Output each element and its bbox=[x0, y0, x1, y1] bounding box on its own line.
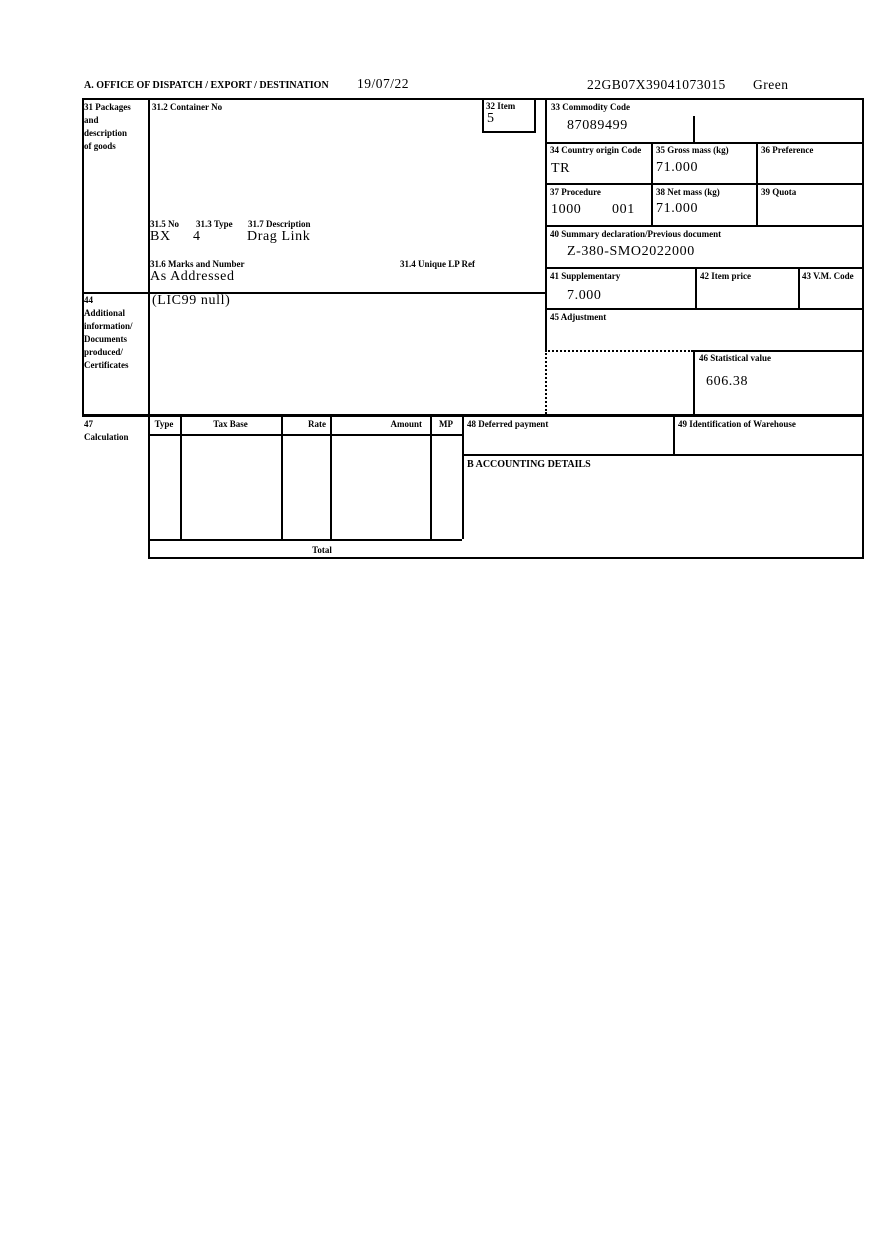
line-box32-bottom bbox=[482, 131, 536, 133]
line-form-right bbox=[862, 98, 864, 559]
procedure-label: 37 Procedure bbox=[550, 187, 601, 197]
country-origin-value: TR bbox=[551, 161, 571, 176]
goods-description-value: Drag Link bbox=[247, 229, 311, 244]
box31-label-line: 31 Packages bbox=[84, 102, 131, 112]
line-box47-top bbox=[82, 414, 862, 417]
container-no-label: 31.2 Container No bbox=[152, 102, 223, 112]
line-box37-box38 bbox=[651, 183, 653, 225]
box44-label-line: produced/ bbox=[84, 347, 123, 357]
box44-label-line: Documents bbox=[84, 334, 127, 344]
line-box32-left bbox=[482, 98, 484, 131]
line-label-column bbox=[148, 98, 150, 557]
office-of-dispatch-label: A. OFFICE OF DISPATCH / EXPORT / DESTINATION bbox=[84, 80, 329, 91]
statistical-value-value: 606.38 bbox=[706, 374, 749, 389]
line-right-column-left bbox=[545, 98, 547, 350]
packages-no-label: 31.5 No bbox=[150, 219, 179, 229]
col-header-rate: Rate bbox=[308, 419, 326, 429]
unique-lp-ref-label: 31.4 Unique LP Ref bbox=[400, 259, 476, 269]
packages-no-value: BX bbox=[150, 229, 171, 244]
statistical-value-label: 46 Statistical value bbox=[699, 353, 771, 363]
box44-label-line: 44 bbox=[84, 295, 93, 305]
item-price-label: 42 Item price bbox=[700, 271, 751, 281]
deferred-payment-label: 48 Deferred payment bbox=[467, 419, 549, 429]
box47-label-line: 47 bbox=[84, 419, 93, 429]
line-box34-box35 bbox=[651, 142, 653, 183]
col-header-mp: MP bbox=[439, 419, 453, 429]
line-box32-right bbox=[534, 98, 536, 131]
net-mass-value: 71.000 bbox=[656, 201, 699, 216]
table-total-label: Total bbox=[312, 545, 332, 555]
country-origin-label: 34 Country origin Code bbox=[550, 145, 642, 155]
supplementary-units-value: 7.000 bbox=[567, 288, 602, 303]
line-table-header-bottom bbox=[148, 434, 462, 436]
marks-and-number-label: 31.6 Marks and Number bbox=[150, 259, 245, 269]
supplementary-units-label: 41 Supplementary bbox=[550, 271, 621, 281]
line-box48-row-bottom bbox=[462, 454, 862, 456]
procedure-value-2: 001 bbox=[612, 202, 635, 217]
accounting-details-label: B ACCOUNTING DETAILS bbox=[467, 459, 591, 470]
acceptance-date: 19/07/22 bbox=[357, 76, 410, 91]
procedure-value-1: 1000 bbox=[551, 202, 582, 217]
line-box38-box39 bbox=[756, 183, 758, 225]
quota-label: 39 Quota bbox=[761, 187, 797, 197]
box44-label-line: Certificates bbox=[84, 360, 129, 370]
line-adjustment-dotted-left bbox=[545, 350, 547, 414]
box44-label-line: information/ bbox=[84, 321, 133, 331]
line-col-amount-right bbox=[430, 414, 432, 539]
goods-description-label: 31.7 Description bbox=[248, 219, 311, 229]
gross-mass-label: 35 Gross mass (kg) bbox=[656, 145, 729, 155]
warehouse-id-label: 49 Identification of Warehouse bbox=[678, 419, 796, 429]
packages-type-value: 4 bbox=[193, 229, 201, 244]
box31-label-line: description bbox=[84, 128, 128, 138]
line-box40-bottom bbox=[545, 267, 862, 269]
line-box48-box49 bbox=[673, 414, 675, 454]
item-number-value: 5 bbox=[487, 111, 495, 126]
additional-information-value: (LIC99 null) bbox=[152, 293, 231, 308]
line-col-rate-right bbox=[330, 414, 332, 539]
commodity-code-value: 87089499 bbox=[567, 118, 628, 133]
marks-and-number-value: As Addressed bbox=[150, 269, 235, 284]
line-box45-dotted-bottom bbox=[545, 350, 693, 352]
line-box37-row-bottom bbox=[545, 225, 862, 227]
line-box34-row-bottom bbox=[545, 183, 862, 185]
line-col-type-right bbox=[180, 414, 182, 539]
vm-code-label: 43 V.M. Code bbox=[802, 271, 854, 281]
box44-label bbox=[84, 294, 133, 372]
line-col-taxbase-right bbox=[281, 414, 283, 539]
box44-label-line: Additional bbox=[84, 308, 126, 318]
routing-status: Green bbox=[753, 77, 789, 92]
box31-label-line: of goods bbox=[84, 141, 116, 151]
line-box46-top bbox=[693, 350, 862, 352]
summary-declaration-value: Z-380-SMO2022000 bbox=[567, 244, 695, 259]
col-header-type: Type bbox=[154, 419, 174, 429]
line-form-bottom bbox=[148, 557, 864, 559]
commodity-code-label: 33 Commodity Code bbox=[551, 102, 630, 112]
col-header-amount: Amount bbox=[390, 419, 422, 429]
line-table-bottom bbox=[148, 539, 462, 541]
line-box33-subdivider bbox=[693, 116, 695, 142]
line-col-mp-right bbox=[462, 414, 464, 539]
line-form-top bbox=[82, 98, 862, 100]
adjustment-label: 45 Adjustment bbox=[550, 312, 607, 322]
box31-label-line: and bbox=[84, 115, 99, 125]
line-box41-row-bottom bbox=[545, 308, 862, 310]
box47-label-line: Calculation bbox=[84, 432, 129, 442]
summary-declaration-label: 40 Summary declaration/Previous document bbox=[550, 229, 722, 239]
box47-label bbox=[84, 418, 129, 444]
line-box41-box42 bbox=[695, 267, 697, 308]
packages-type-label: 31.3 Type bbox=[196, 219, 233, 229]
preference-label: 36 Preference bbox=[761, 145, 814, 155]
line-box46-left bbox=[693, 350, 695, 414]
net-mass-label: 38 Net mass (kg) bbox=[656, 187, 720, 197]
line-box42-box43 bbox=[798, 267, 800, 308]
line-box35-box36 bbox=[756, 142, 758, 183]
col-header-tax-base: Tax Base bbox=[213, 419, 248, 429]
gross-mass-value: 71.000 bbox=[656, 160, 699, 175]
declaration-reference: 22GB07X39041073015 bbox=[587, 77, 726, 92]
line-box33-bottom bbox=[545, 142, 862, 144]
item-number-label: 32 Item bbox=[486, 101, 516, 111]
box31-label bbox=[84, 101, 131, 153]
